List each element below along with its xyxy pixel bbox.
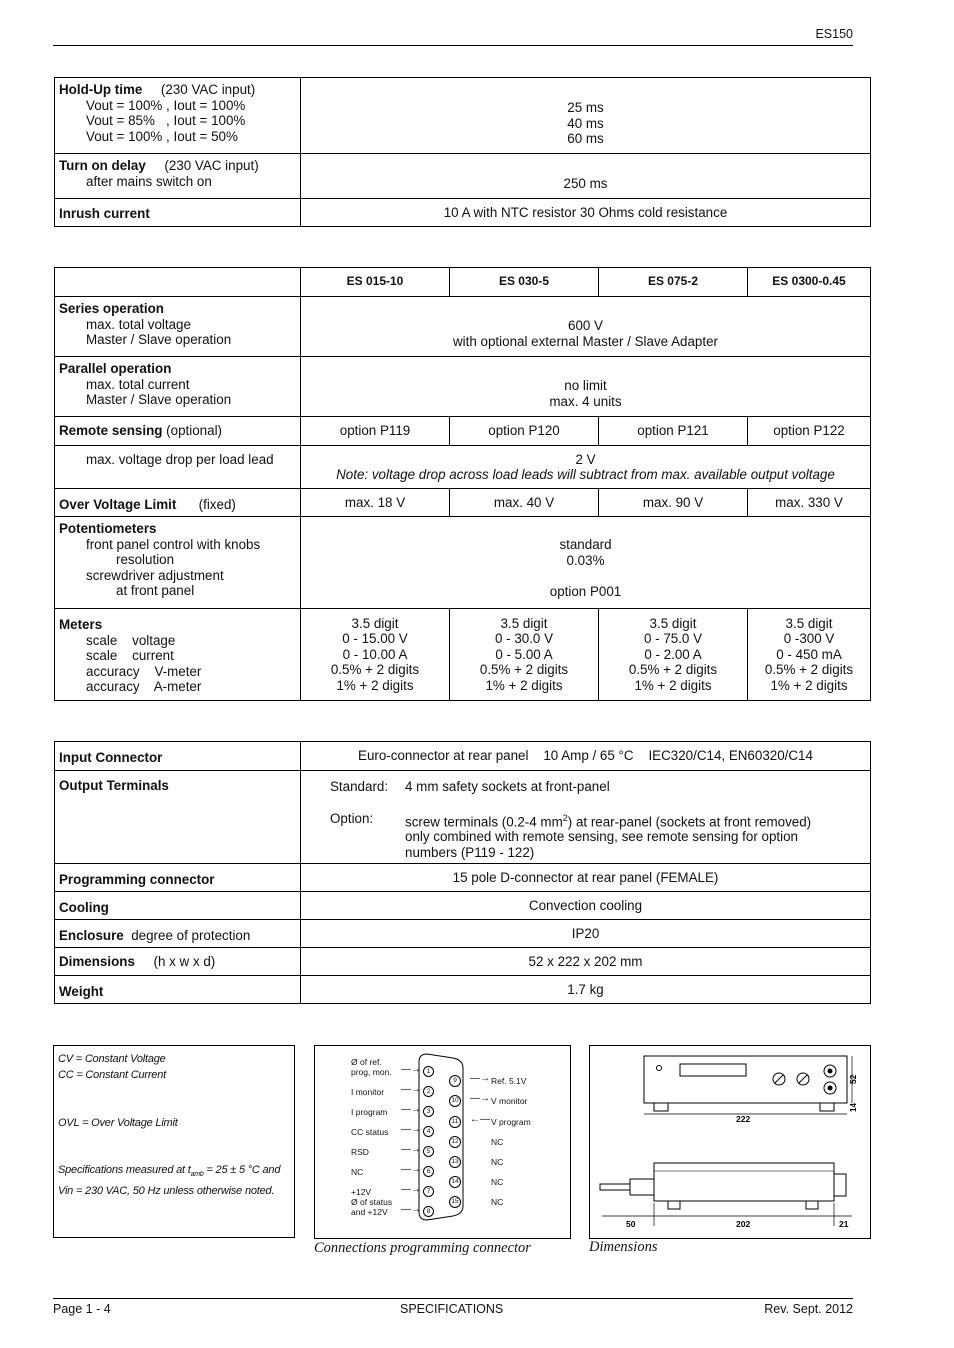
pin-number: 5 xyxy=(423,1146,434,1157)
meters-cell: 0.5% + 2 digits xyxy=(330,662,420,678)
dims-label-cell xyxy=(55,948,301,976)
note-spec-text-2: = 25 ± 5 °C and xyxy=(203,1164,281,1176)
meters-col-4 xyxy=(748,609,871,701)
ovl-value-3: max. 90 V xyxy=(599,489,748,517)
note-cc: CC = Constant Current xyxy=(58,1069,166,1081)
meters-cell: 0 - 450 mA xyxy=(776,646,842,662)
pin-arrow: —→ xyxy=(470,1073,490,1084)
ovl-label-cell xyxy=(55,489,301,517)
pin-arrow: —→ xyxy=(401,1124,421,1135)
pin-label-right: NC xyxy=(491,1137,504,1147)
pin-label-right: NC xyxy=(491,1177,504,1187)
pin-label-line: +12V xyxy=(351,1187,372,1197)
enclosure-value: IP20 xyxy=(301,920,871,948)
pin-number: 1 xyxy=(423,1066,434,1077)
pin-number: 14 xyxy=(449,1176,461,1188)
output-opt-text-a: screw terminals (0.2-4 mm xyxy=(405,813,563,829)
dimensions-box xyxy=(589,1045,871,1239)
footer-rev: Rev. Sept. 2012 xyxy=(764,1302,853,1316)
turnon-label-cell xyxy=(55,154,301,199)
turnon-sub: after mains switch on xyxy=(86,173,212,189)
pin-number: 11 xyxy=(449,1116,461,1128)
parallel-sub-1: max. total current xyxy=(86,376,190,392)
output-opt-label: Option: xyxy=(330,810,374,826)
front-view-led xyxy=(657,1066,662,1071)
meters-cell: 3.5 digit xyxy=(500,615,548,631)
pin-arrow: —→ xyxy=(401,1104,421,1115)
holdup-value-3: 60 ms xyxy=(567,131,604,147)
parallel-value-2: max. 4 units xyxy=(549,393,622,409)
meters-cell: 1% + 2 digits xyxy=(485,677,563,693)
header-rule xyxy=(53,45,853,46)
side-view-foot xyxy=(668,1201,680,1209)
output-opt-text-b: ) at rear-panel (sockets at front removed) xyxy=(567,813,812,829)
holdup-value-1: 25 ms xyxy=(567,100,604,116)
pots-sub-2: resolution xyxy=(116,552,175,567)
pin-arrow: ←— xyxy=(470,1114,490,1125)
pin-number: 3 xyxy=(423,1106,434,1117)
meters-cell: 0 - 75.0 V xyxy=(643,631,703,647)
pin-label-line: I monitor xyxy=(351,1087,385,1097)
enclosure-note: degree of protection xyxy=(131,927,251,943)
meters-cell: 0.5% + 2 digits xyxy=(479,662,569,678)
meters-cell: 1% + 2 digits xyxy=(770,677,848,693)
pin-number: 7 xyxy=(423,1186,434,1197)
pin-number: 9 xyxy=(449,1075,461,1087)
model-header-2: ES 030-5 xyxy=(450,268,599,297)
output-opt-line-2: only combined with remote sensing, see remote sensing for option xyxy=(405,829,799,845)
inrush-value: 10 A with NTC resistor 30 Ohms cold resistance xyxy=(301,199,871,227)
footer-section: SPECIFICATIONS xyxy=(400,1302,504,1316)
prog-label: Programming connector xyxy=(55,864,301,892)
footer-page: Page 1 - 4 xyxy=(53,1302,111,1316)
pin-number: 13 xyxy=(449,1156,461,1168)
pin-label-left xyxy=(351,1167,363,1177)
pin-label-line: Ø of ref. xyxy=(351,1057,382,1067)
series-sub-2: Master / Slave operation xyxy=(86,332,232,347)
pin-label-right: NC xyxy=(491,1157,504,1167)
meters-cell: 3.5 digit xyxy=(351,615,399,631)
meters-cell: 0 - 5.00 A xyxy=(495,646,553,662)
pin-label-left xyxy=(351,1187,371,1197)
meters-cell: 0 - 15.00 V xyxy=(342,631,408,647)
dim-foot-label: 14 xyxy=(849,1103,858,1112)
front-view-foot xyxy=(820,1103,834,1111)
inrush-label: Inrush current xyxy=(55,199,301,227)
holdup-note: (230 VAC input) xyxy=(160,82,256,97)
meters-col-2 xyxy=(450,609,599,701)
side-view-cable xyxy=(600,1184,630,1190)
pin-arrow: —→ xyxy=(401,1204,421,1215)
parallel-value xyxy=(301,357,871,417)
ovl-label: Over Voltage Limit xyxy=(59,496,177,512)
meters-sub-3: accuracy V-meter xyxy=(86,663,202,679)
dim-plug-label: 50 xyxy=(626,1219,636,1229)
pin-number: 8 xyxy=(423,1206,434,1217)
cooling-label: Cooling xyxy=(55,892,301,920)
pin-label-line: RSD xyxy=(351,1147,369,1157)
holdup-values xyxy=(301,78,871,154)
drop-value xyxy=(301,446,871,489)
output-label: Output Terminals xyxy=(55,771,301,864)
dims-note: (h x w x d) xyxy=(153,953,216,969)
holdup-label: Hold-Up time xyxy=(59,82,143,97)
holdup-row-1: Vout = 100% , Iout = 100% xyxy=(86,97,246,113)
note-cv: CV = Constant Voltage xyxy=(58,1053,166,1065)
pin-label-right: Ref. 5.1V xyxy=(491,1076,527,1086)
pots-value xyxy=(301,517,871,609)
front-view-display xyxy=(680,1064,746,1076)
pin-label-left xyxy=(351,1087,384,1097)
remote-option-1: option P119 xyxy=(301,417,450,446)
corner-cell xyxy=(55,268,301,297)
pots-sub-1: front panel control with knobs xyxy=(86,536,261,552)
dim-width-label: 222 xyxy=(736,1114,751,1124)
dims-value: 52 x 222 x 202 mm xyxy=(301,948,871,976)
holdup-row-2: Vout = 85% , Iout = 100% xyxy=(86,113,246,128)
weight-label: Weight xyxy=(55,976,301,1004)
pin-label-right: NC xyxy=(491,1197,504,1207)
pin-label-right: V monitor xyxy=(491,1096,528,1106)
drop-value-1: 2 V xyxy=(575,451,596,467)
ovl-value-2: max. 40 V xyxy=(450,489,599,517)
connector-caption: Connections programming connector xyxy=(314,1240,531,1256)
pin-label-line: prog, mon. xyxy=(351,1067,392,1077)
output-std-value: 4 mm safety sockets at front-panel xyxy=(405,779,610,794)
pots-value-2: 0.03% xyxy=(566,552,605,568)
drop-label: max. voltage drop per load lead xyxy=(55,446,301,489)
meters-cell: 0 - 10.00 A xyxy=(342,646,408,662)
cooling-value: Convection cooling xyxy=(301,892,871,920)
physical-table xyxy=(54,741,871,1004)
remote-option-4: option P122 xyxy=(748,417,871,446)
pin-label-right: V program xyxy=(491,1117,531,1127)
prog-value: 15 pole D-connector at rear panel (FEMALE) xyxy=(301,864,871,892)
meters-cell: 0 -300 V xyxy=(783,631,835,647)
output-value xyxy=(301,771,871,864)
pots-value-1: standard xyxy=(559,537,612,552)
parallel-value-1: no limit xyxy=(564,378,607,393)
side-view-plug xyxy=(630,1179,654,1195)
note-spec-line-2: Vin = 230 VAC, 50 Hz unless otherwise noted. xyxy=(58,1185,275,1198)
pin-label-left xyxy=(351,1127,388,1137)
pin-arrow: —→ xyxy=(401,1184,421,1195)
pin-label-line: NC xyxy=(351,1167,364,1177)
enclosure-label-cell xyxy=(55,920,301,948)
pots-value-3: option P001 xyxy=(549,584,622,599)
ovl-value-4: max. 330 V xyxy=(748,489,871,517)
weight-value: 1.7 kg xyxy=(301,976,871,1004)
meters-cell: 1% + 2 digits xyxy=(336,677,414,693)
dim-depth-label: 202 xyxy=(736,1219,751,1229)
meters-cell: 1% + 2 digits xyxy=(634,677,712,693)
pin-arrow: —→ xyxy=(401,1164,421,1175)
note-ovl: OVL = Over Voltage Limit xyxy=(58,1117,178,1129)
meters-cell: 3.5 digit xyxy=(649,615,697,631)
pin-label-left xyxy=(351,1057,392,1077)
parallel-label-cell xyxy=(55,357,301,417)
meters-cell: 0.5% + 2 digits xyxy=(628,662,718,678)
meters-label-cell xyxy=(55,609,301,701)
pin-number: 12 xyxy=(449,1136,461,1148)
pin-label-left xyxy=(351,1107,387,1117)
remote-note: (optional) xyxy=(166,423,222,439)
pin-number: 6 xyxy=(423,1166,434,1177)
header-model: ES150 xyxy=(815,27,853,41)
front-view-housing xyxy=(644,1056,847,1103)
series-label: Series operation xyxy=(59,301,164,316)
notes-box xyxy=(53,1045,295,1238)
pin-arrow: —→ xyxy=(401,1144,421,1155)
pots-label-cell xyxy=(55,517,301,609)
pin-label-left xyxy=(351,1197,392,1217)
meters-sub-2: scale current xyxy=(86,648,174,663)
pots-label: Potentiometers xyxy=(59,521,157,536)
series-value xyxy=(301,297,871,357)
meters-col-1 xyxy=(301,609,450,701)
holdup-label-cell xyxy=(55,78,301,154)
output-opt-sup: 2 xyxy=(562,812,568,823)
ovl-value-1: max. 18 V xyxy=(301,489,450,517)
output-std-label: Standard: xyxy=(330,779,389,794)
model-header-4: ES 0300-0.45 xyxy=(748,268,871,297)
meters-cell: 3.5 digit xyxy=(785,615,833,631)
remote-label-cell xyxy=(55,417,301,446)
meters-sub-1: scale voltage xyxy=(86,632,176,648)
parallel-label: Parallel operation xyxy=(59,361,172,376)
turnon-value: 250 ms xyxy=(301,154,871,199)
remote-option-3: option P121 xyxy=(599,417,748,446)
holdup-value-2: 40 ms xyxy=(567,115,604,131)
pin-arrow: —→ xyxy=(401,1084,421,1095)
meters-cell: 0 - 2.00 A xyxy=(644,646,702,662)
pin-label-line: and +12V xyxy=(351,1207,388,1217)
footer-rule xyxy=(53,1298,853,1299)
pin-arrow: —→ xyxy=(401,1064,421,1075)
meters-cell: 0.5% + 2 digits xyxy=(764,662,854,678)
output-opt-line-3: numbers (P119 - 122) xyxy=(405,844,535,860)
note-spec-text: Specifications measured at t xyxy=(58,1164,191,1176)
pin-label-left xyxy=(351,1147,369,1157)
note-spec-line-1 xyxy=(58,1162,290,1183)
holdup-row-3: Vout = 100% , Iout = 50% xyxy=(86,128,238,144)
pin-number: 2 xyxy=(423,1086,434,1097)
front-view-foot xyxy=(654,1103,668,1111)
turnon-label: Turn on delay xyxy=(59,158,146,173)
model-header-1: ES 015-10 xyxy=(301,268,450,297)
turnon-note: (230 VAC input) xyxy=(164,158,259,173)
pin-label-line: I program xyxy=(351,1107,388,1117)
dims-label: Dimensions xyxy=(59,953,135,969)
pin-arrow: —→ xyxy=(470,1093,490,1104)
meters-cell: 0 - 30.0 V xyxy=(494,631,554,647)
side-view-foot xyxy=(806,1201,818,1209)
enclosure-label: Enclosure xyxy=(59,927,124,943)
note-spec-sub: amb xyxy=(190,1171,204,1179)
dim-height-label: 52 xyxy=(848,1074,858,1084)
side-view-terminal xyxy=(834,1174,846,1196)
pin-number: 10 xyxy=(449,1095,461,1107)
meters-sub-4: accuracy A-meter xyxy=(86,679,202,694)
pin-number: 4 xyxy=(423,1126,434,1137)
meters-col-3 xyxy=(599,609,748,701)
series-value-2: with optional external Master / Slave Adapter xyxy=(453,333,718,349)
model-header-3: ES 075-2 xyxy=(599,268,748,297)
drop-note: Note: voltage drop across load leads will subtract from max. available output voltage xyxy=(336,467,835,482)
pin-label-line: Ø of status xyxy=(351,1197,393,1207)
series-sub-1: max. total voltage xyxy=(86,316,191,332)
pin-number: 15 xyxy=(449,1196,461,1208)
parallel-sub-2: Master / Slave operation xyxy=(86,392,232,407)
remote-label: Remote sensing xyxy=(59,423,163,439)
dimension-drawing xyxy=(590,1046,872,1240)
series-value-1: 600 V xyxy=(568,318,603,333)
input-label: Input Connector xyxy=(55,742,301,771)
dim-terminal-label: 21 xyxy=(839,1219,849,1229)
meters-label: Meters xyxy=(59,617,103,632)
dimensions-caption: Dimensions xyxy=(589,1239,658,1255)
pots-sub-3: screwdriver adjustment xyxy=(86,567,224,583)
operation-table xyxy=(54,267,871,701)
timing-table xyxy=(54,77,871,227)
input-value: Euro-connector at rear panel 10 Amp / 65 °C IEC320/C14, EN60320/C14 xyxy=(301,742,871,771)
remote-option-2: option P120 xyxy=(450,417,599,446)
ovl-note: (fixed) xyxy=(198,496,236,512)
pots-sub-4: at front panel xyxy=(116,583,195,598)
series-label-cell xyxy=(55,297,301,357)
pin-label-line: CC status xyxy=(351,1127,389,1137)
connector-box xyxy=(314,1045,571,1239)
side-view-housing xyxy=(654,1163,834,1201)
